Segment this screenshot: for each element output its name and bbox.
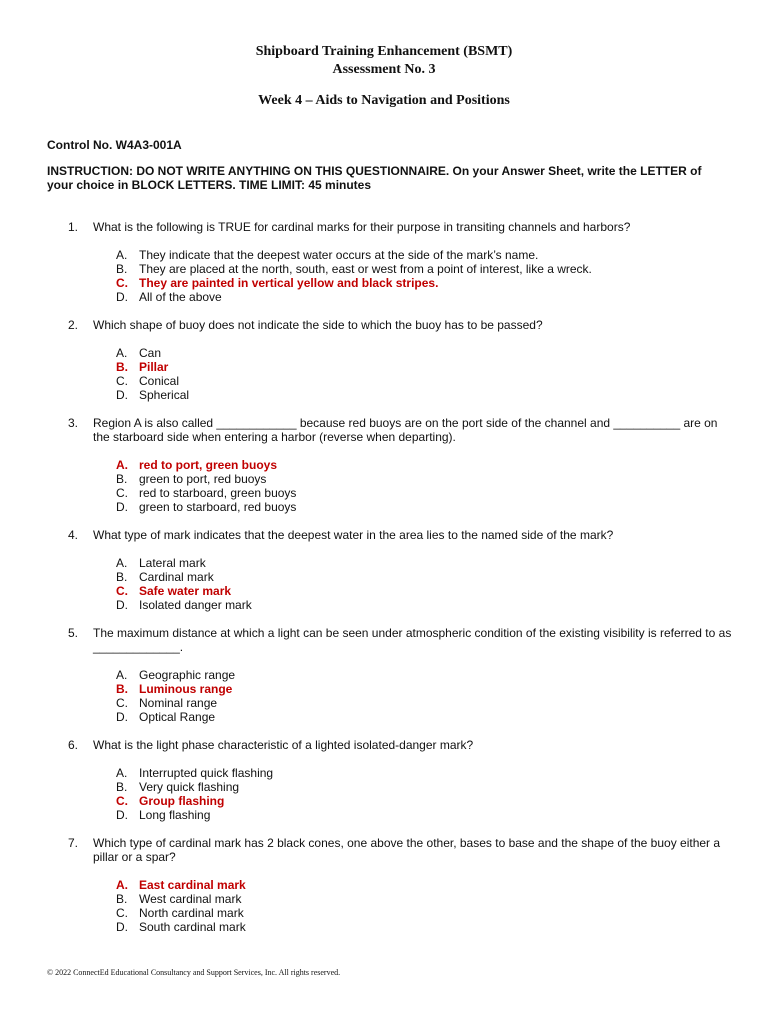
option-text: Spherical — [139, 388, 190, 402]
answer-option — [116, 766, 273, 780]
option-letter: B. — [116, 892, 128, 906]
option-letter: D. — [116, 500, 128, 514]
option-text: Nominal range — [139, 696, 218, 710]
option-text: Safe water mark — [139, 584, 232, 598]
instruction-text: INSTRUCTION: DO NOT WRITE ANYTHING ON THIS QUESTIONNAIRE. On your Answer Sheet, write the LETTER of your choice in BLOCK LETTERS. TIME LIMIT: 45 minutes — [47, 164, 702, 192]
answer-options — [116, 766, 273, 822]
question-number: 2. — [68, 318, 79, 332]
option-letter: B. — [116, 360, 128, 374]
answer-option — [116, 892, 246, 906]
option-text: They are placed at the north, south, east or west from a point of interest, like a wreck. — [139, 262, 592, 276]
question-text: What is the light phase characteristic of a lighted isolated-danger mark? — [93, 738, 474, 752]
answer-option — [116, 570, 252, 584]
question-text: Region A is also called ____________ because red buoys are on the port side of the channel and __________ are on the starboard side when entering a harbor (reverse when departing). — [93, 416, 718, 444]
answer-option — [116, 556, 252, 570]
option-text: They are painted in vertical yellow and black stripes. — [139, 276, 439, 290]
option-text: green to starboard, red buoys — [139, 500, 297, 514]
option-letter: B. — [116, 472, 128, 486]
answer-option — [116, 878, 246, 892]
option-letter: C. — [116, 374, 128, 388]
option-text: South cardinal mark — [139, 920, 246, 934]
answer-option — [116, 346, 189, 360]
answer-option — [116, 388, 189, 402]
question-number: 4. — [68, 528, 79, 542]
option-letter: C. — [116, 906, 128, 920]
answer-options — [116, 878, 246, 934]
option-letter: D. — [116, 598, 128, 612]
option-text: Group flashing — [139, 794, 225, 808]
answer-options — [116, 668, 235, 724]
option-text: green to port, red buoys — [139, 472, 267, 486]
option-letter: D. — [116, 920, 128, 934]
answer-option — [116, 472, 296, 486]
option-text: red to port, green buoys — [139, 458, 278, 472]
answer-option — [116, 584, 252, 598]
option-letter: D. — [116, 290, 128, 304]
answer-option — [116, 668, 235, 682]
question-number: 1. — [68, 220, 79, 234]
option-text: Cardinal mark — [139, 570, 214, 584]
answer-option — [116, 598, 252, 612]
option-text: Isolated danger mark — [139, 598, 252, 612]
answer-options — [116, 248, 592, 304]
question-number: 7. — [68, 836, 79, 850]
option-text: East cardinal mark — [139, 878, 246, 892]
answer-option — [116, 920, 246, 934]
option-text: Conical — [139, 374, 180, 388]
option-text: red to starboard, green buoys — [139, 486, 297, 500]
answer-option — [116, 710, 235, 724]
answer-option — [116, 780, 273, 794]
week-title: Week 4 – Aids to Navigation and Positions — [258, 93, 510, 108]
option-letter: A. — [116, 668, 128, 682]
option-letter: C. — [116, 794, 128, 808]
question-number: 6. — [68, 738, 79, 752]
option-text: Interrupted quick flashing — [139, 766, 274, 780]
answer-option — [116, 486, 296, 500]
option-text: Can — [139, 346, 162, 360]
option-letter: C. — [116, 584, 128, 598]
question-number: 5. — [68, 626, 79, 640]
option-text: Lateral mark — [139, 556, 206, 570]
answer-option — [116, 458, 296, 472]
question-text: What is the following is TRUE for cardinal marks for their purpose in transiting channels and harbors? — [93, 220, 631, 234]
answer-option — [116, 290, 592, 304]
option-letter: D. — [116, 808, 128, 822]
option-letter: C. — [116, 486, 128, 500]
option-text: Very quick flashing — [139, 780, 240, 794]
option-text: They indicate that the deepest water occurs at the side of the mark’s name. — [139, 248, 539, 262]
option-text: North cardinal mark — [139, 906, 244, 920]
option-letter: C. — [116, 276, 128, 290]
option-letter: D. — [116, 388, 128, 402]
question-text: What type of mark indicates that the deepest water in the area lies to the named side of the mark? — [93, 528, 614, 542]
answer-option — [116, 696, 235, 710]
option-letter: A. — [116, 458, 128, 472]
answer-options — [116, 556, 252, 612]
option-letter: A. — [116, 878, 128, 892]
assessment-number: Assessment No. 3 — [332, 62, 436, 77]
answer-options — [116, 346, 189, 402]
option-letter: D. — [116, 710, 128, 724]
option-letter: B. — [116, 262, 128, 276]
option-text: West cardinal mark — [139, 892, 242, 906]
answer-option — [116, 500, 296, 514]
option-letter: A. — [116, 556, 128, 570]
question-text: The maximum distance at which a light can be seen under atmospheric condition of the existing visibility is referred to as _____________. — [93, 626, 732, 654]
option-text: All of the above — [139, 290, 222, 304]
answer-option — [116, 262, 592, 276]
control-number: Control No. W4A3-001A — [47, 138, 182, 152]
option-letter: A. — [116, 346, 128, 360]
answer-option — [116, 906, 246, 920]
option-letter: B. — [116, 570, 128, 584]
answer-option — [116, 374, 189, 388]
option-text: Pillar — [139, 360, 169, 374]
option-text: Optical Range — [139, 710, 216, 724]
option-text: Geographic range — [139, 668, 236, 682]
question-text: Which type of cardinal mark has 2 black cones, one above the other, bases to base and the shape of the buoy either a pillar or a spar? — [93, 836, 721, 864]
answer-option — [116, 682, 235, 696]
option-text: Luminous range — [139, 682, 233, 696]
document-title: Shipboard Training Enhancement (BSMT) — [255, 44, 513, 59]
answer-option — [116, 794, 273, 808]
answer-option — [116, 248, 592, 262]
option-letter: A. — [116, 766, 128, 780]
option-letter: A. — [116, 248, 128, 262]
answer-options — [116, 458, 296, 514]
copyright-footer: © 2022 ConnectEd Educational Consultancy and Support Services, Inc. All rights reserved. — [47, 968, 341, 977]
answer-option — [116, 360, 189, 374]
option-text: Long flashing — [139, 808, 211, 822]
answer-option — [116, 276, 592, 290]
answer-option — [116, 808, 273, 822]
option-letter: C. — [116, 696, 128, 710]
question-number: 3. — [68, 416, 79, 430]
option-letter: B. — [116, 682, 128, 696]
question-text: Which shape of buoy does not indicate the side to which the buoy has to be passed? — [93, 318, 543, 332]
option-letter: B. — [116, 780, 128, 794]
